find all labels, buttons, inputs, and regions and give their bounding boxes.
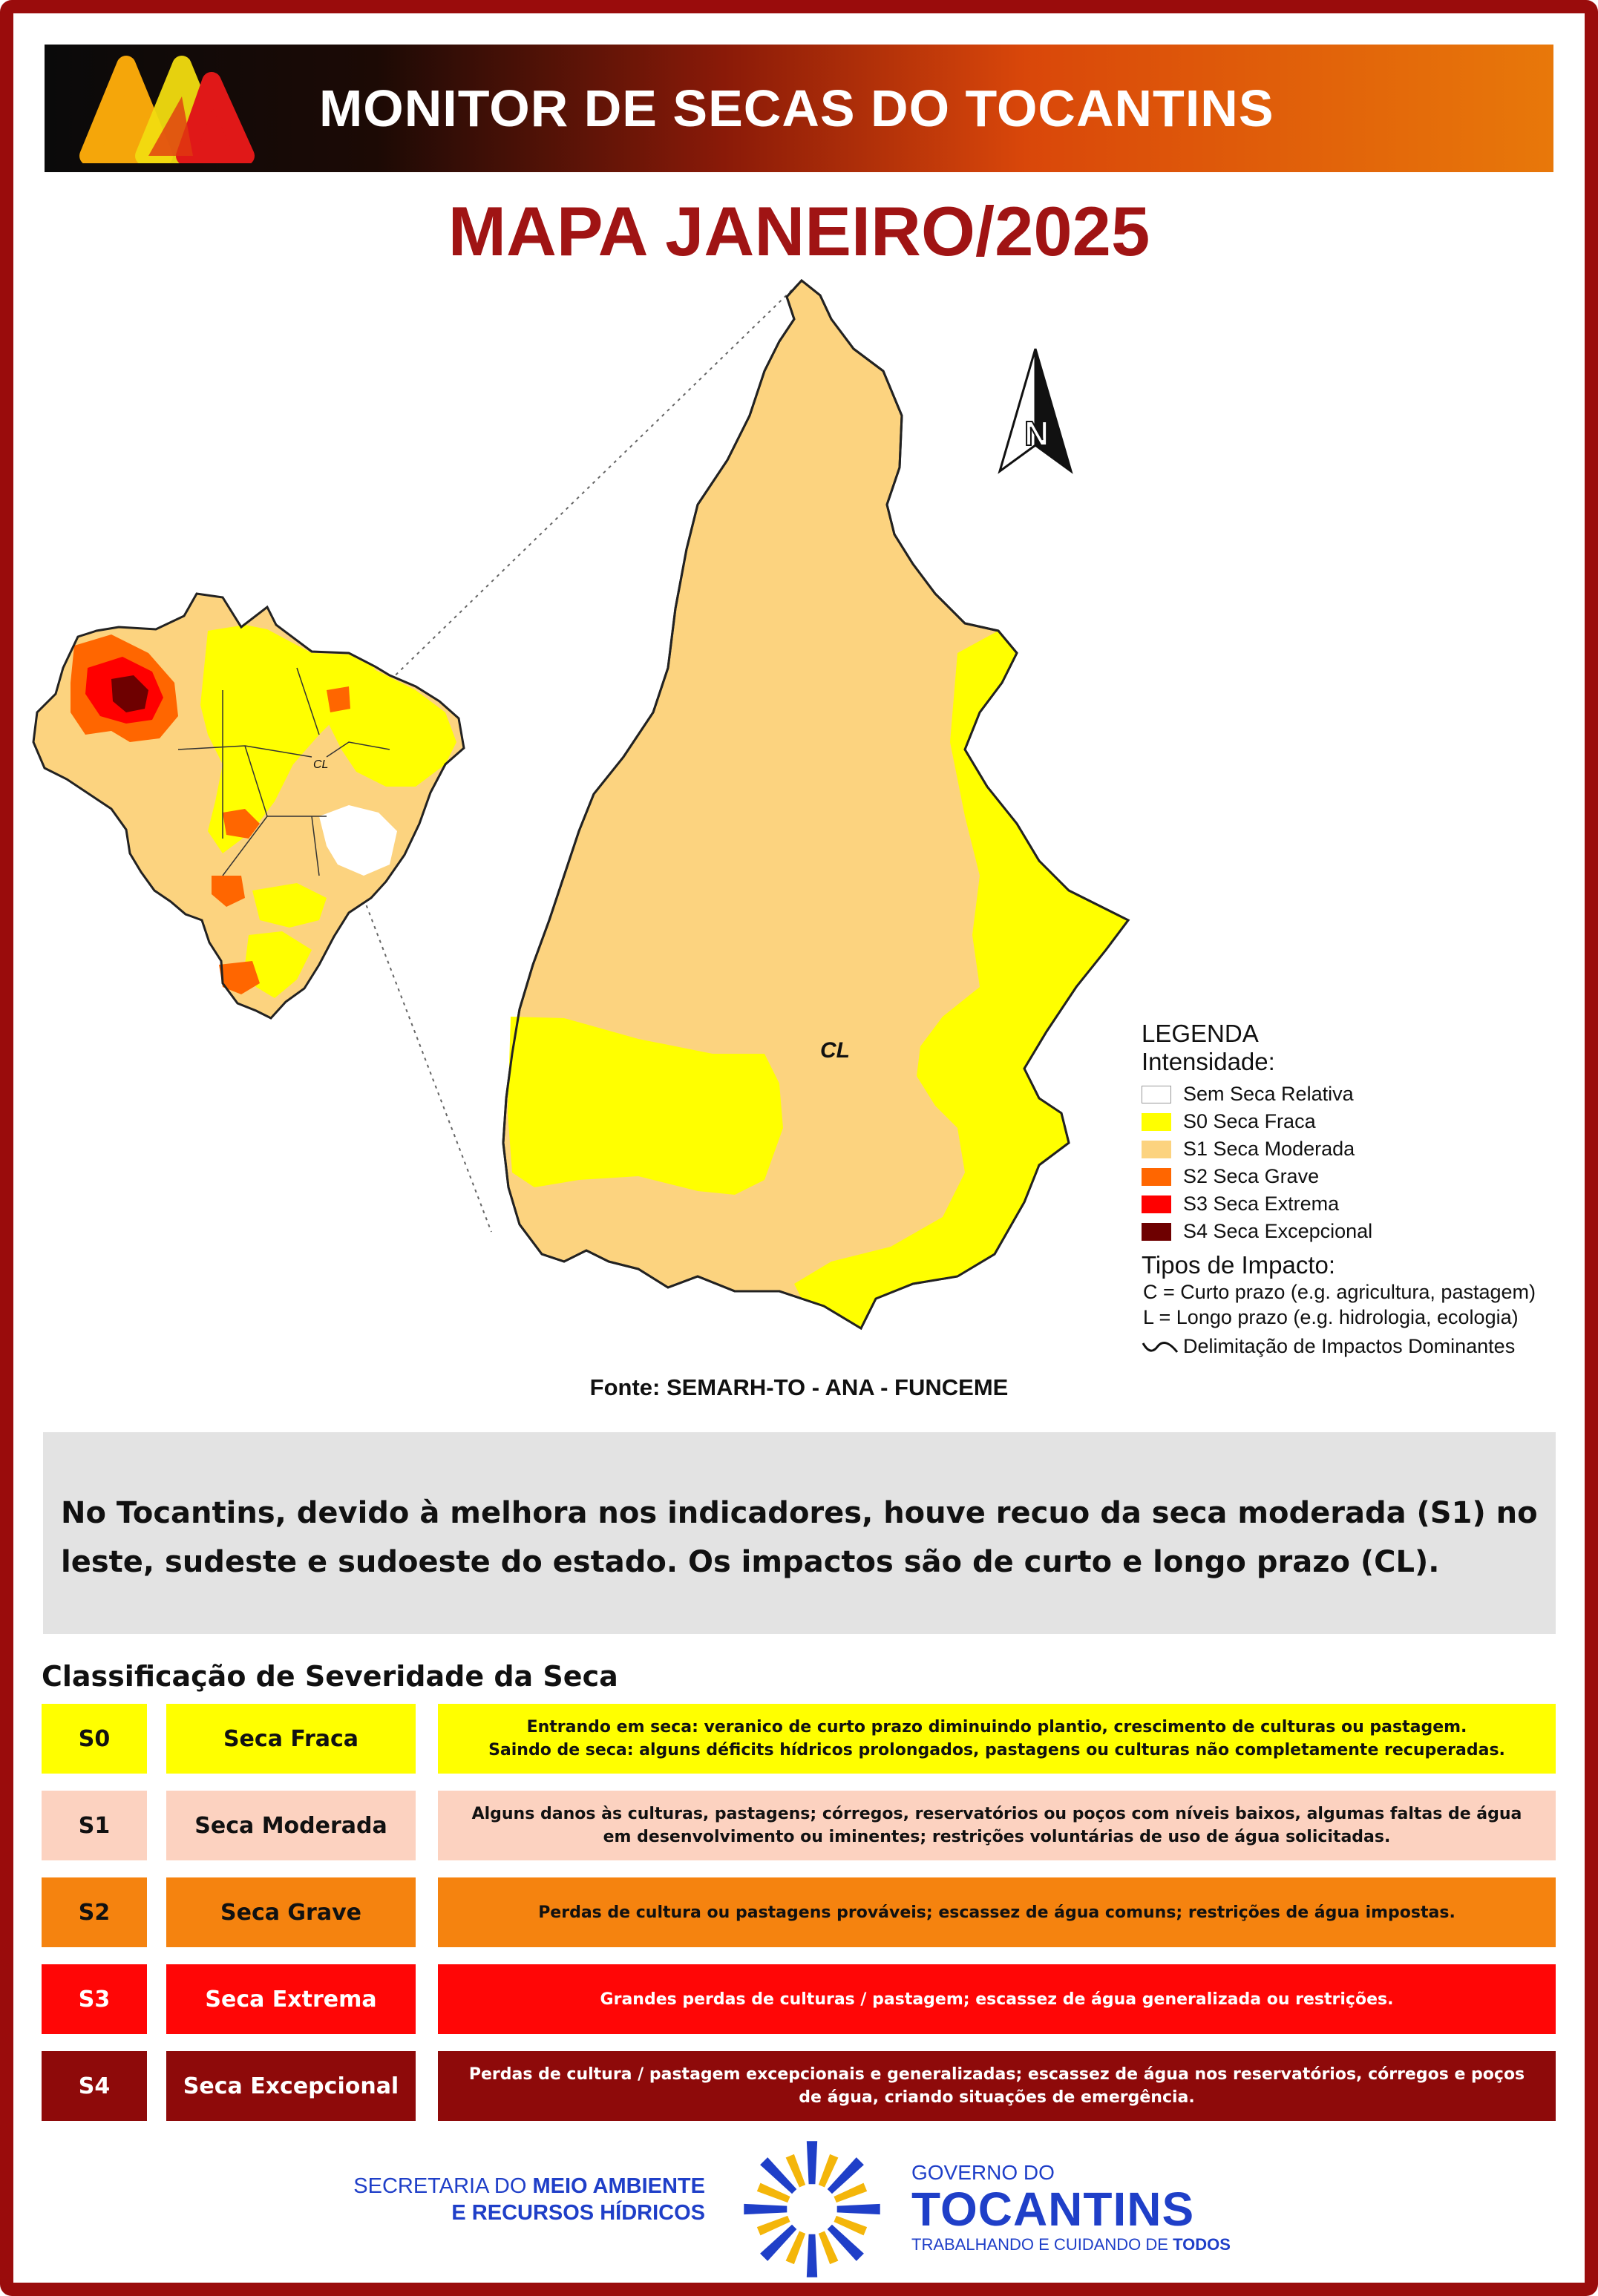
legend-intensity-heading: Intensidade: bbox=[1142, 1048, 1275, 1075]
secretaria-prefix: SECRETARIA DO bbox=[353, 2174, 533, 2198]
map-title: MAPA JANEIRO/2025 bbox=[448, 192, 1150, 270]
summary-box bbox=[43, 1432, 1556, 1634]
secretaria-line1 bbox=[327, 2173, 705, 2200]
legend-swatch bbox=[1142, 1195, 1171, 1213]
legend-heading: LEGENDA bbox=[1142, 1020, 1259, 1047]
severity-code: S2 bbox=[42, 1877, 147, 1947]
classification-title: Classificação de Severidade da Seca bbox=[42, 1660, 618, 1693]
secretaria-highlight: MEIO AMBIENTE bbox=[532, 2174, 705, 2198]
severity-description: Perdas de cultura / pastagem excepcionais e generalizadas; escassez de água nos reservatórios, córregos e poços de água, criando situações de emergência. bbox=[438, 2051, 1556, 2121]
legend-item bbox=[1142, 1080, 1557, 1108]
legend-delimitation bbox=[1142, 1333, 1557, 1360]
legend-swatch bbox=[1142, 1141, 1171, 1158]
governo-line1: GOVERNO DO bbox=[911, 2161, 1055, 2184]
legend-swatch bbox=[1142, 1168, 1171, 1186]
severity-name: Seca Grave bbox=[166, 1877, 416, 1947]
legend-label: Sem Seca Relativa bbox=[1183, 1083, 1354, 1105]
slogan-highlight: TODOS bbox=[1173, 2235, 1231, 2254]
brazil-inset-map bbox=[33, 594, 464, 1018]
legend-swatch bbox=[1142, 1086, 1171, 1103]
legend-impact-long: L = Longo prazo (e.g. hidrologia, ecologia) bbox=[1143, 1306, 1519, 1328]
header-banner bbox=[45, 45, 1553, 172]
severity-row bbox=[42, 1877, 1556, 1947]
legend-label: S0 Seca Fraca bbox=[1183, 1110, 1316, 1132]
summary-text: No Tocantins, devido à melhora nos indicadores, houve recuo da seca moderada (S1) no leste, sudeste e sudoeste do estado. Os impactos são de curto e longo prazo (CL). bbox=[61, 1496, 1538, 1579]
severity-code: S4 bbox=[42, 2051, 147, 2121]
monitor-de-secas-logo bbox=[74, 52, 260, 163]
legend-item bbox=[1142, 1108, 1557, 1135]
severity-row bbox=[42, 2051, 1556, 2121]
legend-delimitation-label: Delimitação de Impactos Dominantes bbox=[1183, 1335, 1516, 1357]
legend-label: S2 Seca Grave bbox=[1183, 1165, 1320, 1187]
legend-item bbox=[1142, 1218, 1557, 1245]
legend-impact-short: C = Curto prazo (e.g. agricultura, pastagem) bbox=[1143, 1281, 1536, 1303]
severity-name: Seca Fraca bbox=[166, 1704, 416, 1774]
legend-label: S4 Seca Excepcional bbox=[1183, 1220, 1373, 1242]
slogan-prefix: TRABALHANDO E CUIDANDO DE bbox=[911, 2235, 1173, 2254]
header-title: MONITOR DE SECAS DO TOCANTINS bbox=[319, 79, 1274, 137]
severity-code: S3 bbox=[42, 1964, 147, 2034]
governo-logo-text bbox=[911, 2161, 1231, 2256]
north-arrow-icon bbox=[1000, 349, 1071, 471]
severity-name: Seca Extrema bbox=[166, 1964, 416, 2034]
severity-name: Seca Moderada bbox=[166, 1791, 416, 1860]
severity-row bbox=[42, 1791, 1556, 1860]
sun-ray bbox=[807, 2141, 817, 2184]
legend-swatch bbox=[1142, 1113, 1171, 1131]
severity-row bbox=[42, 1704, 1556, 1774]
legend-swatch bbox=[1142, 1223, 1171, 1241]
legend-item bbox=[1142, 1190, 1557, 1218]
legend-label: S3 Seca Extrema bbox=[1183, 1193, 1340, 1215]
map-legend bbox=[1142, 1020, 1557, 1360]
delimitation-line-icon bbox=[1142, 1337, 1179, 1357]
legend-label: S1 Seca Moderada bbox=[1183, 1138, 1355, 1160]
severity-code: S0 bbox=[42, 1704, 147, 1774]
severity-code: S1 bbox=[42, 1791, 147, 1860]
legend-item bbox=[1142, 1135, 1557, 1163]
inset-impact-label: CL bbox=[313, 758, 329, 771]
severity-row bbox=[42, 1964, 1556, 2034]
governo-slogan bbox=[911, 2234, 1231, 2256]
severity-description: Entrando em seca: veranico de curto prazo diminuindo plantio, crescimento de culturas ou pastagem. Saindo de seca: alguns déficits hídricos prolongados, pastagens ou culturas não completamente recuperadas. bbox=[438, 1704, 1556, 1774]
legend-item bbox=[1142, 1163, 1557, 1190]
severity-description: Grandes perdas de culturas / pastagem; escassez de água generalizada ou restrições. bbox=[438, 1964, 1556, 2034]
north-label: N bbox=[1024, 414, 1049, 453]
severity-name: Seca Excepcional bbox=[166, 2051, 416, 2121]
severity-description: Perdas de cultura ou pastagens prováveis; escassez de água comuns; restrições de água impostas. bbox=[438, 1877, 1556, 1947]
map-source: Fonte: SEMARH-TO - ANA - FUNCEME bbox=[589, 1374, 1009, 1400]
sun-ray bbox=[744, 2204, 787, 2214]
severity-description: Alguns danos às culturas, pastagens; córregos, reservatórios ou poços com níveis baixos, algumas faltas de água em desenvolvimento ou iminentes; restrições voluntárias de uso de água solicitadas. bbox=[438, 1791, 1556, 1860]
secretaria-line2: E RECURSOS HÍDRICOS bbox=[451, 2201, 705, 2225]
legend-impact-heading: Tipos de Impacto: bbox=[1142, 1251, 1336, 1279]
tocantins-sun-logo bbox=[738, 2139, 886, 2280]
impact-label: CL bbox=[820, 1038, 850, 1063]
sun-ray bbox=[837, 2204, 880, 2214]
secretaria-label bbox=[327, 2173, 705, 2226]
sun-ray bbox=[807, 2234, 817, 2277]
governo-line2: TOCANTINS bbox=[911, 2182, 1195, 2236]
